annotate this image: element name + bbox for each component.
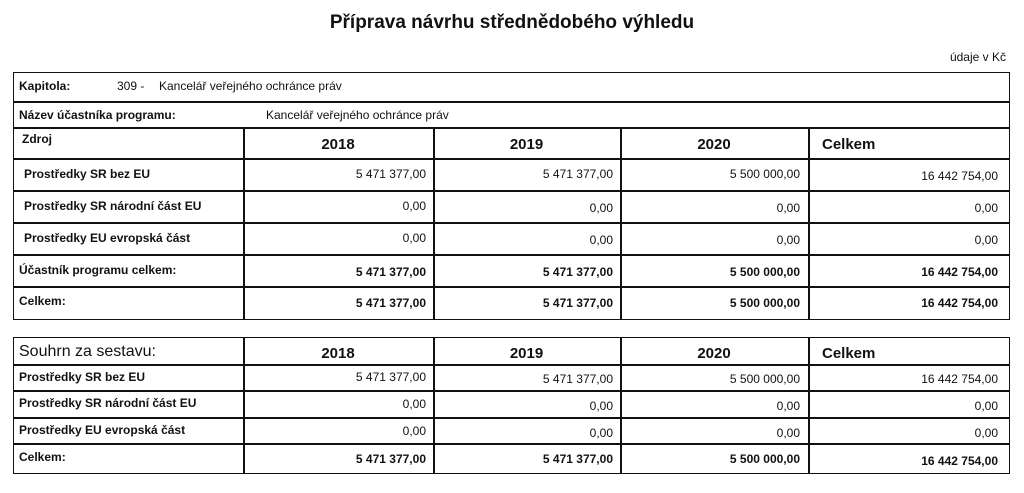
table-cell: 0,00 [974,201,998,215]
table-cell: 0,00 [589,233,613,247]
header-2020: 2020 [697,136,731,153]
table-cell: 0,00 [776,201,800,215]
header-2018: 2018 [321,136,355,153]
table-row-label: Účastník programu celkem: [19,263,177,277]
table-cell: 5 500 000,00 [729,372,800,386]
table-row-label: Prostředky EU evropská část [19,423,186,437]
header-celkem: Celkem [822,136,876,153]
table-row-label: Celkem: [19,294,66,308]
table-cell: 0,00 [402,397,426,411]
units-label: údaje v Kč [949,50,1006,64]
table-cell: 5 500 000,00 [729,296,800,310]
table-cell: 5 471 377,00 [542,452,613,466]
table-cell: 0,00 [974,399,998,413]
kapitola-name: Kancelář veřejného ochránce práv [159,79,342,93]
table-cell: 16 442 754,00 [921,169,998,183]
table-cell: 5 471 377,00 [542,167,613,181]
table-cell: 0,00 [589,426,613,440]
table-cell: 0,00 [402,199,426,213]
kapitola-number: 309 - [117,79,145,93]
table-cell: 0,00 [776,233,800,247]
table-cell: 0,00 [589,201,613,215]
table-cell: 5 471 377,00 [355,265,426,279]
kapitola-label: Kapitola: [19,79,71,93]
table-cell: 0,00 [589,399,613,413]
ucastnik-name: Kancelář veřejného ochránce práv [266,108,449,122]
table-cell: 0,00 [974,426,998,440]
source-label: Zdroj [22,132,52,146]
page-title: Příprava návrhu střednědobého výhledu [329,12,695,33]
table-cell: 5 471 377,00 [355,370,426,384]
table-cell: 5 471 377,00 [355,452,426,466]
table-cell: 5 471 377,00 [542,265,613,279]
table-cell: 0,00 [402,424,426,438]
table-cell: 16 442 754,00 [921,372,998,386]
table-cell: 5 471 377,00 [542,296,613,310]
summary-header-2018: 2018 [321,345,355,362]
table-cell: 5 471 377,00 [355,167,426,181]
table-row-label: Prostředky SR bez EU [19,370,146,384]
table-cell: 5 500 000,00 [729,265,800,279]
table-row-label: Prostředky SR bez EU [24,167,151,181]
table-cell: 5 471 377,00 [355,296,426,310]
table-row-label: Prostředky SR národní část EU [24,199,202,213]
table-cell: 0,00 [776,399,800,413]
table-row-label: Prostředky EU evropská část [24,231,191,245]
table-cell: 16 442 754,00 [921,296,998,310]
table-row-label: Prostředky SR národní část EU [19,396,197,410]
table-cell: 5 471 377,00 [542,372,613,386]
summary-header-2020: 2020 [697,345,731,362]
table-cell: 16 442 754,00 [921,265,998,279]
table-cell: 5 500 000,00 [729,167,800,181]
summary-header-2019: 2019 [509,345,544,362]
table-cell: 16 442 754,00 [921,454,998,468]
table-cell: 0,00 [402,231,426,245]
summary-header-celkem: Celkem [822,345,876,362]
table-cell: 5 500 000,00 [729,452,800,466]
table-cell: 0,00 [776,426,800,440]
table-cell: 0,00 [974,233,998,247]
table-row-label: Celkem: [19,450,66,464]
ucastnik-label: Název účastníka programu: [19,108,176,122]
header-2019: 2019 [509,136,544,153]
summary-title: Souhrn za sestavu: [19,343,156,360]
